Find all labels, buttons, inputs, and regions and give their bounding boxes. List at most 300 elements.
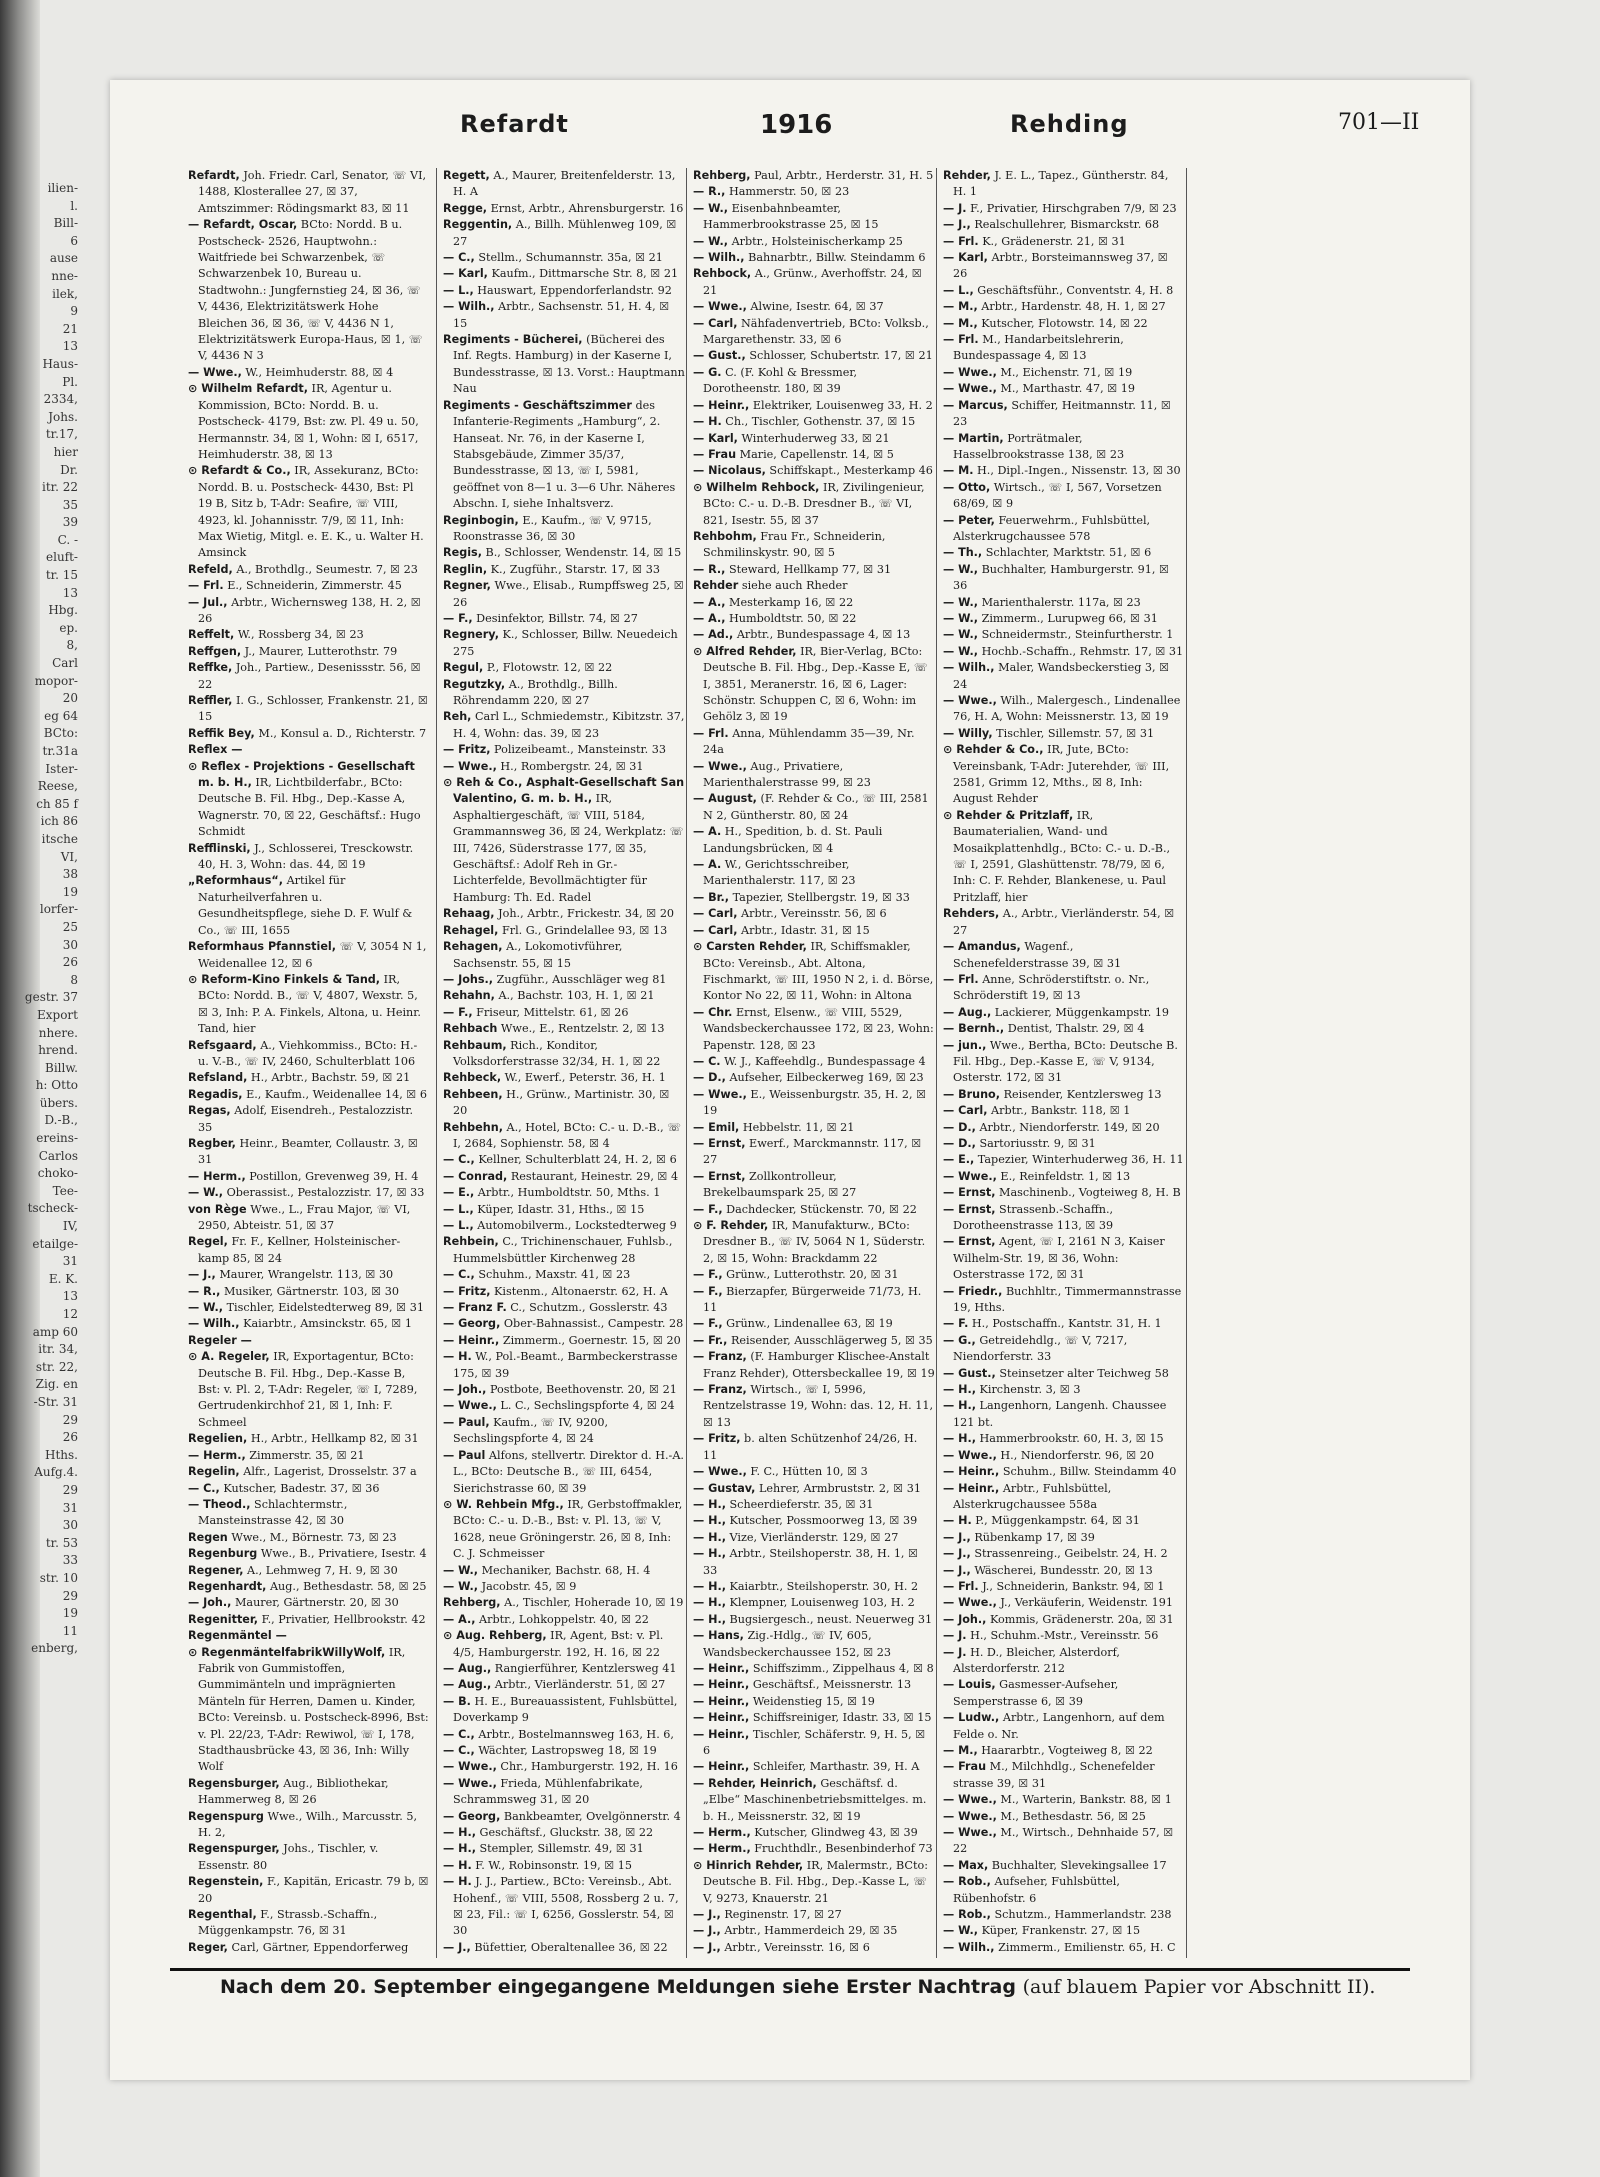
directory-entry xyxy=(443,1005,685,1021)
entry-details: IR, Fabrik von Gummistoffen, Gummimänteln und imprägnierten Mänteln für Herren, Damen u. Kinder, BCto: Vereinsb. u. Postscheck-8996, Bst: v. Pl. 22/23, T-Adr: Rewiwol, ☏ I, 178, Stadthausbrücke 43, ☒ 36, Inh: Willy Wolf xyxy=(198,1645,429,1774)
directory-entry xyxy=(188,1612,430,1628)
directory-entry xyxy=(943,1792,1185,1808)
entry-details: Zugführ., Ausschläger weg 81 xyxy=(496,972,667,986)
directory-entry xyxy=(943,217,1185,233)
entry-details: Adolf, Eisendreh., Pestalozzistr. 35 xyxy=(198,1104,414,1134)
entry-details: Bierzapfer, Bürgerweide 71/73, H. 11 xyxy=(703,1284,922,1315)
entry-name: — J., xyxy=(943,1530,971,1544)
entry-details: BCto: Nordd. B u. Postscheck- 2526, Hauptwohn.: Waitfriede bei Schwarzenbek, ☏ Schwarzenbek 10, Bureau u. Stadtwohn.: Jungfernstieg 24, ☒ 36, ☏ V, 4436, Elektrizitätswerk Hohe Bleichen 36, ☒ 36, ☏ V, 4436 N 1, Elektrizitätswerk Europa-Haus, ☒ 1, ☏ V, 4436 N 3 xyxy=(198,218,423,363)
entry-details: Schutzm., Hammerlandstr. 238 xyxy=(994,1908,1172,1922)
directory-entry xyxy=(443,1612,685,1628)
directory-entry xyxy=(943,1874,1185,1907)
entry-details: Stempler, Sillemstr. 49, ☒ 31 xyxy=(479,1842,644,1856)
entry-details: Arbtr., Vierländerstr. 51, ☒ 27 xyxy=(494,1678,666,1692)
entry-name: — M., xyxy=(943,316,978,330)
entry-details: H., Schuhm.-Mstr., Vereinsstr. 56 xyxy=(970,1629,1159,1643)
entry-details: K., Zugführ., Starstr. 17, ☒ 33 xyxy=(490,562,660,576)
directory-entry xyxy=(693,1530,935,1546)
directory-entry xyxy=(443,1677,685,1693)
left-page-line: 6 xyxy=(70,233,78,248)
directory-entry xyxy=(188,1087,430,1103)
directory-entry xyxy=(443,906,685,922)
entry-name: — Joh., xyxy=(188,1596,232,1610)
entry-details: Tischler, Eidelstedterweg 89, ☒ 31 xyxy=(226,1301,424,1315)
left-page-line: Billw. xyxy=(45,1060,78,1075)
entry-details: Geschäftsf., Meissnerstr. 13 xyxy=(752,1678,912,1692)
directory-entry xyxy=(693,266,935,299)
directory-entry xyxy=(188,1333,430,1349)
directory-entry xyxy=(693,398,935,414)
entry-name: — Wwe., xyxy=(693,1087,747,1101)
entry-name: — J. xyxy=(943,1629,967,1643)
entry-name: — J., xyxy=(943,1547,971,1561)
entry-name: — D., xyxy=(943,1136,976,1150)
entry-details: b. alten Schützenhof 24/26, H. 11 xyxy=(703,1432,918,1462)
left-page-line: 8 xyxy=(70,972,78,987)
directory-entry xyxy=(693,1546,935,1579)
entry-details: Zimmerm., Lurupweg 66, ☒ 31 xyxy=(981,611,1158,625)
left-page-line: 31 xyxy=(62,1500,78,1515)
directory-entry xyxy=(943,808,1185,906)
entry-details: Polizeibeamt., Mansteinstr. 33 xyxy=(494,743,667,757)
left-page-line: ilien- xyxy=(47,181,78,195)
entry-details: Schneidermstr., Steinfurtherstr. 1 xyxy=(981,628,1174,642)
directory-entry xyxy=(943,1677,1185,1710)
entry-name: — Wwe., xyxy=(693,300,747,314)
entry-details: Bahnarbtr., Billw. Steindamm 6 xyxy=(748,251,926,265)
entry-details: A., Viehkommiss., BCto: H.- u. V.-B., ☏ IV, 2460, Schulterblatt 106 xyxy=(198,1038,418,1068)
entry-name: ⊙ Wilhelm Refardt, xyxy=(188,382,308,396)
entry-details: Hebbelstr. 11, ☒ 21 xyxy=(742,1120,855,1134)
directory-entry xyxy=(693,234,935,250)
directory-entry xyxy=(443,1579,685,1595)
left-page-line: Johs. xyxy=(48,409,78,424)
left-page-line: Tee- xyxy=(52,1183,78,1198)
entry-name: — Bernh., xyxy=(943,1022,1005,1036)
directory-entry xyxy=(693,562,935,578)
entry-details: Vize, Vierländerstr. 129, ☒ 27 xyxy=(729,1530,899,1544)
entry-details: J., Verkäuferin, Weidenstr. 191 xyxy=(1000,1596,1173,1610)
entry-name: — W., xyxy=(188,1186,224,1200)
directory-entry xyxy=(443,1759,685,1775)
entry-details: Kaiarbtr., Amsinckstr. 65, ☒ 1 xyxy=(243,1317,412,1331)
entry-name: Regnery, xyxy=(443,628,499,642)
directory-entry xyxy=(693,1382,935,1431)
entry-name: — Jul., xyxy=(188,595,228,609)
directory-entry xyxy=(943,1858,1185,1874)
entry-details: Gasmesser-Aufseher, Semperstrasse 6, ☒ 39 xyxy=(953,1678,1119,1708)
header-first-entry: Refardt xyxy=(460,110,569,138)
entry-details: F., Privatier, Hellbrookstr. 42 xyxy=(261,1612,426,1626)
entry-name: — Br., xyxy=(693,890,730,904)
entry-name: Rehbein, xyxy=(443,1235,499,1249)
entry-details: E., Kaufm., ☏ V, 9715, Roonstrasse 36, ☒ 30 xyxy=(453,513,652,543)
entry-name: — Wilh., xyxy=(443,300,495,314)
entry-details: Elektriker, Louisenweg 33, H. 2 xyxy=(752,398,933,412)
entry-details: Arbtr., Fuhlsbüttel, Alsterkrugchaussee 558a xyxy=(953,1481,1112,1511)
directory-entry xyxy=(693,1595,935,1611)
directory-entry xyxy=(443,1267,685,1283)
directory-entry xyxy=(188,1038,430,1071)
entry-name: — F., xyxy=(693,1284,723,1298)
entry-details: Ewerf., Marckmannstr. 117, ☒ 27 xyxy=(703,1136,922,1167)
entry-name: — F. xyxy=(943,1317,969,1331)
directory-entry xyxy=(943,1333,1185,1366)
directory-entry xyxy=(188,972,430,1038)
directory-entry xyxy=(443,1858,685,1874)
entry-details: E., Schneiderin, Zimmerstr. 45 xyxy=(227,579,402,593)
entry-name: — Carl, xyxy=(943,1104,988,1118)
entry-name: — Aug., xyxy=(943,1005,992,1019)
directory-entry xyxy=(693,595,935,611)
entry-details: Arbtr., Vereinsstr. 56, ☒ 6 xyxy=(741,907,887,921)
entry-details: IR, Agent, Bst: v. Pl. 4/5, Hamburgerstr. 192, H. 16, ☒ 22 xyxy=(453,1629,664,1659)
entry-details: Bugsiergesch., neust. Neuerweg 31 xyxy=(729,1612,933,1626)
entry-name: — C., xyxy=(443,251,475,265)
directory-entry xyxy=(188,463,430,561)
entry-name: Rehder xyxy=(693,579,739,593)
entry-details: Maler, Wandsbeckerstieg 3, ☒ 24 xyxy=(953,661,1170,691)
entry-name: Regadis, xyxy=(188,1087,243,1101)
entry-details: Paul, Arbtr., Herderstr. 31, H. 5 xyxy=(754,169,934,182)
entry-name: ⊙ F. Rehder, xyxy=(693,1219,769,1232)
directory-entry xyxy=(943,1284,1185,1317)
directory-entry xyxy=(943,316,1185,332)
entry-name: ⊙ Aug. Rehberg, xyxy=(443,1629,547,1643)
entry-details: H., Rombergstr. 24, ☒ 31 xyxy=(500,759,644,773)
left-page-line: str. 22, xyxy=(35,1359,78,1374)
left-page-line: 13 xyxy=(62,339,78,354)
directory-page xyxy=(110,80,1470,2080)
directory-entry xyxy=(693,1136,935,1169)
directory-entry xyxy=(693,726,935,759)
left-page-line: h: Otto xyxy=(35,1078,78,1093)
entry-name: — G., xyxy=(943,1333,976,1347)
entry-details: Wwe., Elisab., Rumpffsweg 25, ☒ 26 xyxy=(453,579,684,609)
entry-details: IR, Jute, BCto: Vereinsbank, T-Adr: Juterehder, ☏ III, 2581, Grimm 12, Mths., ☒ 8, Inh: August Rehder xyxy=(953,743,1170,806)
entry-name: — Emil, xyxy=(693,1120,740,1134)
entry-details: IR, Asphaltiergeschäft, ☏ VIII, 5184, Grammannsweg 36, ☒ 24, Werkplatz: ☏ III, 7426, Süderstrasse 177, ☒ 35, Geschäftsf.: Adolf Reh in Gr.-Lichterfelde, Bevollmächtigter für Hamburg: Th. Ed. Radel xyxy=(453,792,684,904)
directory-entry xyxy=(943,1825,1185,1858)
entry-details: M., Marthastr. 47, ☒ 19 xyxy=(1000,382,1136,396)
entry-name: „Reformhaus“, xyxy=(188,874,284,888)
directory-entry xyxy=(943,1038,1185,1087)
directory-entry xyxy=(693,168,935,184)
directory-entry xyxy=(943,201,1185,217)
directory-entry xyxy=(943,381,1185,397)
directory-entry xyxy=(443,1382,685,1398)
entry-name: — C. xyxy=(693,1054,721,1068)
directory-entry xyxy=(188,365,430,381)
directory-entry xyxy=(188,1300,430,1316)
directory-entry xyxy=(188,1530,430,1546)
directory-entry xyxy=(943,431,1185,464)
entry-details xyxy=(474,1957,652,1958)
directory-entry xyxy=(693,316,935,349)
entry-details: Frau Fr., Schneiderin, Schmilinskystr. 90, ☒ 5 xyxy=(703,529,886,560)
entry-name: — R., xyxy=(693,562,726,576)
entry-details: Ernst, Arbtr., Ahrensburgerstr. 16 xyxy=(490,201,684,215)
left-page-line: 9 xyxy=(70,304,78,319)
directory-entry xyxy=(943,1563,1185,1579)
entry-name: — W., xyxy=(693,234,729,248)
entry-details: IR, Zivilingenieur, BCto: C.- u. D.-B. Dresdner B., ☏ VI, 821, Isestr. 55, ☒ 37 xyxy=(703,480,925,527)
entry-details: A., Brothdlg., Billh. Röhrendamm 220, ☒ 27 xyxy=(453,677,618,707)
footer-note: (auf blauem Papier vor Abschnitt II). xyxy=(1022,1976,1376,1998)
directory-entry xyxy=(443,1398,685,1414)
entry-name: — W., xyxy=(693,201,729,215)
directory-entry xyxy=(693,414,935,430)
entry-details: Arbtr., Humboldtstr. 50, Mths. 1 xyxy=(477,1186,661,1200)
entry-name: — J., xyxy=(943,218,971,232)
entry-details: Schuhm., Billw. Steindamm 40 xyxy=(1002,1465,1177,1479)
directory-entry xyxy=(943,283,1185,299)
entry-details: Geschäftsf. d. „Elbe“ Maschinenbetriebsmittelges. m. b. H., Meissnerstr. 32, ☒ 19 xyxy=(703,1776,927,1823)
directory-entry xyxy=(943,1956,1185,1958)
left-page-line: Zig. en xyxy=(35,1377,78,1392)
directory-entry xyxy=(943,1645,1185,1678)
directory-entry xyxy=(693,1431,935,1464)
entry-details: Anna, Mühlendamm 35—39, Nr. 24a xyxy=(703,726,915,757)
entry-details: E., Reinfeldstr. 1, ☒ 13 xyxy=(1000,1169,1131,1183)
footer-supplement: Erster Nachtrag xyxy=(845,1976,1023,1998)
directory-entry xyxy=(188,1136,430,1169)
entry-details: Arbtr., Niendorferstr. 149, ☒ 20 xyxy=(979,1120,1160,1134)
entry-details: E., Kaufm., Weidenallee 14, ☒ 6 xyxy=(246,1087,428,1101)
entry-name: Regutzky, xyxy=(443,677,506,691)
entry-name: — F., xyxy=(693,1317,723,1331)
entry-details: C. (F. Kohl & Bressmer, Dorotheenstr. 180, ☒ 39 xyxy=(703,365,858,396)
left-page-line: choko- xyxy=(37,1166,78,1181)
left-page-line: gestr. 37 xyxy=(24,990,78,1005)
directory-entry xyxy=(943,1136,1185,1152)
left-page-line: E. K. xyxy=(48,1271,78,1286)
entry-name: — Aug., xyxy=(443,1678,492,1692)
directory-entry xyxy=(443,1316,685,1332)
left-page-line: 35 xyxy=(62,497,78,512)
directory-entry xyxy=(188,381,430,463)
entry-details: Tischler, Schäferstr. 9, H. 5, ☒ 6 xyxy=(703,1727,926,1757)
entry-details: Getreidehdlg., ☏ V, 7217, Niendorferstr. 33 xyxy=(953,1333,1128,1364)
directory-entry xyxy=(943,1087,1185,1103)
entry-name: ⊙ Rehder & Co., xyxy=(943,743,1044,757)
directory-entry xyxy=(693,1169,935,1202)
entry-details: Aug., Privatiere, Marienthalerstrasse 99, ☒ 23 xyxy=(703,759,871,790)
entry-details: IR, Agentur u. Kommission, BCto: Nordd. B. u. Postscheck- 4179, Bst: zw. Pl. 49 u. 50, Hermannstr. 34, ☒ 1, Wohn: ☒ I, 6517, Heimhuderstr. 38, ☒ 13 xyxy=(198,382,419,461)
entry-name: — Wwe., xyxy=(443,759,497,773)
directory-entry xyxy=(443,1218,685,1234)
directory-entry xyxy=(443,578,685,611)
entry-details: Desinfektor, Billstr. 74, ☒ 27 xyxy=(476,611,638,625)
entry-details: C., Schutzm., Gosslerstr. 43 xyxy=(510,1301,668,1315)
entry-details: Wwe., M., Börnestr. 73, ☒ 23 xyxy=(231,1530,397,1544)
entry-details: Kutscher, Glindweg 43, ☒ 39 xyxy=(754,1826,918,1840)
entry-details: J. J., Partiew., BCto: Vereinsb., Abt. Hohenf., ☏ VIII, 5508, Rossberg 2 u. 7, ☒ 23, Fil.: ☏ I, 6256, Gosslerstr. 54, ☒ 30 xyxy=(453,1875,679,1938)
directory-entry xyxy=(443,562,685,578)
directory-entry xyxy=(443,1628,685,1661)
directory-entry xyxy=(693,1349,935,1382)
entry-name: — Max, xyxy=(943,1858,989,1872)
entry-name: — W., xyxy=(943,595,979,609)
directory-entry xyxy=(943,513,1185,546)
entry-details: Reginenstr. 17, ☒ 27 xyxy=(724,1908,842,1922)
entry-name: — M., xyxy=(943,300,978,314)
directory-entry xyxy=(188,660,430,693)
entry-details: Alwine, Isestr. 64, ☒ 37 xyxy=(750,300,884,314)
entry-name xyxy=(693,1957,747,1958)
entry-name: Reformhaus Pfannstiel, xyxy=(188,940,337,954)
directory-entry xyxy=(943,250,1185,283)
entry-name: — H., xyxy=(943,1432,976,1446)
entry-name: — B. xyxy=(443,1694,471,1708)
left-page-line: 33 xyxy=(62,1553,78,1568)
entry-name: — jun., xyxy=(943,1038,987,1052)
entry-name: — Wwe., xyxy=(693,759,747,773)
entry-name: Refardt, xyxy=(188,169,240,182)
entry-name: — Heinr., xyxy=(693,1760,750,1774)
entry-details: A., Grünw., Averhoffstr. 24, ☒ 21 xyxy=(703,267,922,297)
directory-entry xyxy=(693,480,935,529)
directory-entry xyxy=(693,1267,935,1283)
entry-details: H., Grünw., Martinistr. 30, ☒ 20 xyxy=(453,1087,670,1118)
entry-details: Oberassist., Pestalozzistr. 17, ☒ 33 xyxy=(226,1186,425,1200)
entry-name: von Rège xyxy=(188,1202,247,1216)
entry-name: — Carl, xyxy=(693,907,738,921)
directory-entry xyxy=(443,1595,685,1611)
entry-name: — Aug., xyxy=(443,1661,492,1675)
entry-details: Küper, Frankenstr. 27, ☒ 15 xyxy=(981,1924,1141,1938)
directory-entry xyxy=(943,595,1185,611)
entry-name: — Frl. xyxy=(943,972,979,986)
entry-name: ⊙ Refardt & Co., xyxy=(188,464,291,478)
entry-details: Wwe., E., Rentzelstr. 2, ☒ 13 xyxy=(500,1022,665,1036)
entry-details: Aufseher, Fuhlsbüttel, Rübenhofstr. 6 xyxy=(953,1875,1120,1905)
entry-details: J., Schneiderin, Bankstr. 94, ☒ 1 xyxy=(982,1579,1165,1593)
entry-details: Aug., Bibliothekar, Hammerweg 8, ☒ 26 xyxy=(198,1776,389,1807)
directory-entry xyxy=(188,1563,430,1579)
entry-name: ⊙ Wilhelm Rehbock, xyxy=(693,480,820,494)
directory-entry xyxy=(693,1284,935,1317)
entry-name: Reffgen, xyxy=(188,644,242,658)
entry-name: — Wilh., xyxy=(943,661,995,675)
entry-name: — Heinr., xyxy=(943,1465,1000,1479)
entry-name: — Wwe., xyxy=(943,1826,997,1840)
left-page-line: 13 xyxy=(62,585,78,600)
entry-details: Geschäftsf., Gluckstr. 38, ☒ 22 xyxy=(479,1826,654,1840)
directory-entry xyxy=(693,250,935,266)
column-5 xyxy=(1186,168,1435,1958)
entry-details: Johs., Tischler, v. Essenstr. 80 xyxy=(198,1842,379,1872)
entry-name: — H. xyxy=(443,1858,472,1872)
entry-details: Arbtr., Bundespassage 4, ☒ 13 xyxy=(736,628,911,642)
entry-details: A., Billh. Mühlenweg 109, ☒ 27 xyxy=(453,218,677,248)
entry-name: — Carl, xyxy=(693,923,738,937)
directory-entry xyxy=(693,1661,935,1677)
directory-entry xyxy=(443,775,685,906)
directory-entry xyxy=(443,677,685,710)
entry-details: A., Bachstr. 103, H. 1, ☒ 21 xyxy=(498,989,655,1003)
entry-name: Rehahn, xyxy=(443,989,495,1003)
entry-details: Carl L., Schmiedemstr., Kibitzstr. 37, H. 4, Wohn: das. 39, ☒ 23 xyxy=(453,710,685,740)
directory-entry xyxy=(693,1464,935,1480)
directory-entry xyxy=(943,693,1185,726)
entry-details: H., Dipl.-Ingen., Nissenstr. 13, ☒ 30 xyxy=(977,464,1181,478)
directory-entry xyxy=(443,332,685,398)
entry-name: — Joh., xyxy=(943,1612,987,1626)
directory-entry xyxy=(188,1645,430,1776)
entry-details: Postbote, Beethovenstr. 20, ☒ 21 xyxy=(489,1383,677,1397)
entry-name: ⊙ Reform-Kino Finkels & Tand, xyxy=(188,972,381,986)
entry-name: — Joh., xyxy=(443,1383,487,1397)
entry-details: Kutscher, Possmoorweg 13, ☒ 39 xyxy=(729,1514,918,1528)
directory-entry xyxy=(693,1727,935,1760)
directory-entry xyxy=(943,1103,1185,1119)
entry-details: Carl, Gärtner, Eppendorferweg xyxy=(231,1940,409,1954)
entry-details: Kutscher, Flotowstr. 14, ☒ 22 xyxy=(981,316,1148,330)
left-page-line: Aufg.4. xyxy=(34,1465,78,1480)
directory-entry xyxy=(443,1727,685,1743)
directory-entry xyxy=(443,1776,685,1809)
entry-details: Maurer, Wrangelstr. 113, ☒ 30 xyxy=(219,1268,394,1282)
directory-entry xyxy=(188,841,430,874)
entry-details: Arbtr., Borsteimannsweg 37, ☒ 26 xyxy=(953,251,1168,281)
entry-details: Schlachter, Marktstr. 51, ☒ 6 xyxy=(985,546,1152,560)
directory-entry xyxy=(943,398,1185,431)
left-page-line: C. - xyxy=(57,532,78,547)
directory-entry xyxy=(943,1366,1185,1382)
entry-details: Lackierer, Müggenkampstr. 19 xyxy=(994,1005,1170,1019)
entry-details: E., Weissenburgstr. 35, H. 2, ☒ 19 xyxy=(703,1087,927,1118)
entry-name: — Willy, xyxy=(943,726,993,740)
directory-entry xyxy=(188,1316,430,1332)
entry-details: Heinr., Beamter, Collaustr. 3, ☒ 31 xyxy=(198,1136,418,1167)
entry-name: Reggentin, xyxy=(443,218,513,232)
directory-entry xyxy=(188,1874,430,1907)
directory-entry xyxy=(443,1333,685,1349)
directory-entry xyxy=(188,1169,430,1185)
directory-entry xyxy=(188,1940,430,1958)
entry-name: — Gust., xyxy=(943,1366,996,1380)
entry-name: — F., xyxy=(443,1005,473,1019)
directory-entry xyxy=(443,1956,685,1958)
entry-name: — L., xyxy=(443,1202,474,1216)
entry-details: Frl. G., Grindelallee 93, ☒ 13 xyxy=(501,923,668,937)
entry-name: — Karl, xyxy=(443,267,488,281)
entry-name: — J., xyxy=(693,1924,721,1938)
directory-entry xyxy=(693,348,935,364)
directory-entry xyxy=(943,1464,1185,1480)
entry-name: — F., xyxy=(693,1268,723,1282)
entry-name: Rehagen, xyxy=(443,940,503,954)
entry-name: — Fritz, xyxy=(443,1284,491,1298)
entry-details: IR, Gerbstoffmakler, BCto: C.- u. D.-B., Bst: v. Pl. 13, ☏ V, 1628, neue Gröningerstr. 26, ☒ 8, Inh: C. J. Schmeisser xyxy=(453,1497,683,1561)
entry-name: — Wwe., xyxy=(943,382,997,396)
directory-entry xyxy=(943,644,1185,660)
left-page-line: mopor- xyxy=(34,673,78,688)
entry-name: — Wwe., xyxy=(443,1760,497,1774)
directory-entry xyxy=(693,1579,935,1595)
entry-name: — C., xyxy=(443,1727,475,1741)
directory-entry xyxy=(188,1776,430,1809)
entry-name xyxy=(943,1957,995,1958)
directory-entry xyxy=(693,1005,935,1054)
left-page-line: amp 60 xyxy=(32,1324,78,1339)
entry-details: Ch., Tischler, Gothenstr. 37, ☒ 15 xyxy=(725,415,916,429)
entry-name: — Fritz, xyxy=(443,743,491,757)
entry-details: Kaufm., ☏ IV, 9200, Sechslingspforte 4, ☒ 24 xyxy=(453,1415,609,1446)
directory-entry xyxy=(943,1431,1185,1447)
column-4 xyxy=(936,168,1185,1958)
